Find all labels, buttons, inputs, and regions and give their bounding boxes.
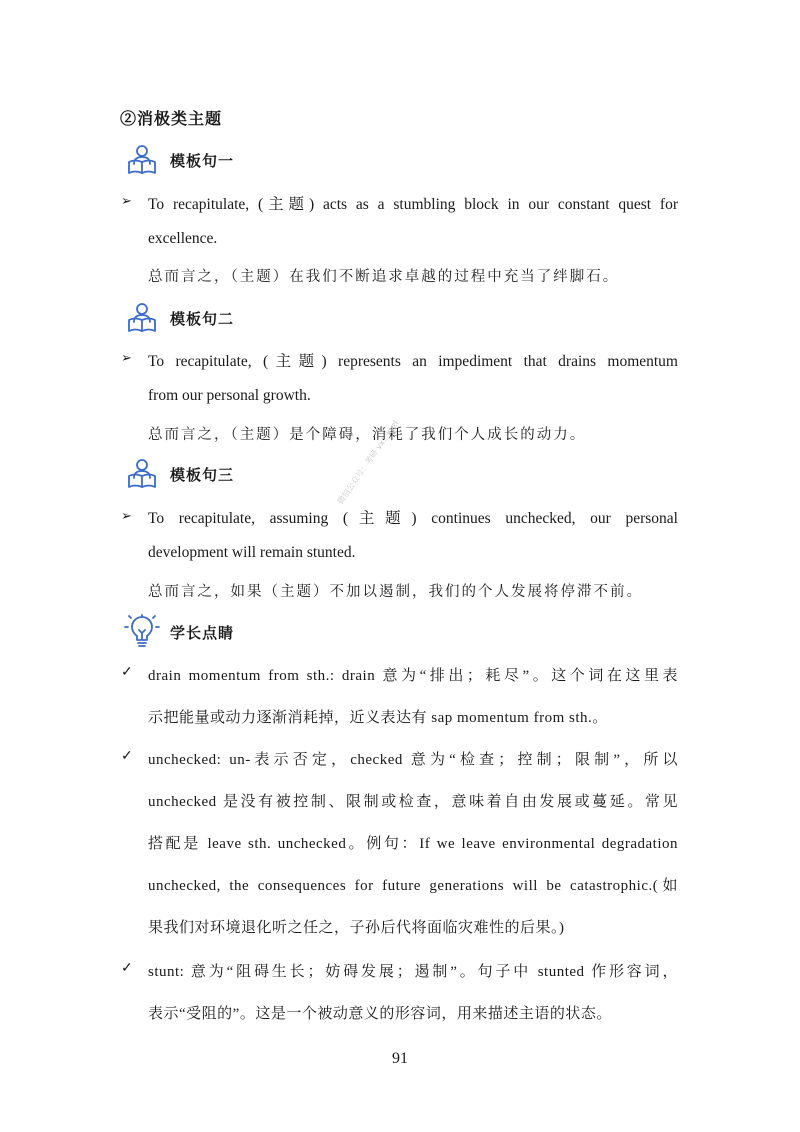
tips-heading [124,614,234,650]
note-line: 示把能量或动力逐渐消耗掉，近义表达有 sap momentum from sth.。 [148,710,608,726]
arrow-bullet-icon: ➢ [121,194,132,209]
section-title: ②消极类主题 [120,109,223,128]
arrow-bullet-icon: ➢ [121,351,132,366]
template-heading-label: 模板句一 [170,151,235,170]
check-bullet-icon: ✓ [121,748,133,764]
template-en-line: To recapitulate, (主题) represents an impediment that drains momentum [148,353,678,370]
note-line: 表示“受阻的”。这是一个被动意义的形容词，用来描述主语的状态。 [148,1006,612,1022]
note-line: stunt: 意为“阻碍生长；妨碍发展；遏制”。句子中 stunted 作形容词， [148,964,678,980]
reader-icon [124,456,160,492]
template-heading-3 [124,456,234,492]
template-heading-2 [124,300,234,336]
note-line: 搭配是 leave sth. unchecked。例句：If we leave environmental degradation [148,836,678,852]
note-line: unchecked 是没有被控制、限制或检查，意味着自由发展或蔓延。常见 [148,794,678,810]
note-line: 果我们对环境退化听之任之，子孙后代将面临灾难性的后果。) [148,920,565,936]
template-en-line: excellence. [148,230,218,247]
lightbulb-icon [124,614,160,650]
template-en-line: To recapitulate, assuming (主题) continues unchecked, our personal [148,510,678,527]
check-bullet-icon: ✓ [121,960,133,976]
tips-heading-label: 学长点睛 [170,623,235,642]
template-heading-label: 模板句二 [170,309,235,328]
template-zh-translation: 总而言之，（主题）是个障碍，消耗了我们个人成长的动力。 [148,427,587,443]
note-line: drain momentum from sth.: drain 意为“排出；耗尽”。这个词在这里表 [148,668,678,684]
note-line: unchecked: un-表示否定，checked 意为“检查；控制；限制”，所以 [148,752,678,768]
template-heading-label: 模板句三 [170,465,235,484]
template-heading-1 [124,142,234,178]
template-en-line: To recapitulate, (主题) acts as a stumbling block in our constant quest for [148,196,678,213]
page-number: 91 [392,1050,408,1067]
arrow-bullet-icon: ➢ [121,509,132,524]
template-en-line: from our personal growth. [148,387,311,404]
template-zh-translation: 总而言之，（主题）在我们不断追求卓越的过程中充当了绊脚石。 [148,269,620,285]
reader-icon [124,300,160,336]
check-bullet-icon: ✓ [121,664,133,680]
template-en-line: development will remain stunted. [148,544,356,561]
reader-icon [124,142,160,178]
watermark-text: 微信公众号：考研 vx：kyzl [335,419,401,506]
note-line: unchecked, the consequences for future generations will be catastrophic.(如 [148,878,678,894]
template-zh-translation: 总而言之，如果（主题）不加以遏制，我们的个人发展将停滞不前。 [148,584,643,600]
